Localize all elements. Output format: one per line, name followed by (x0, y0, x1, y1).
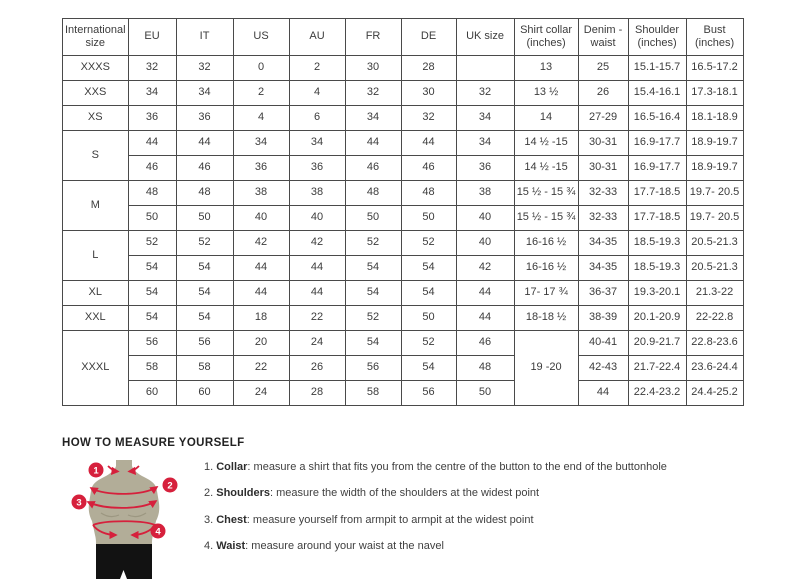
table-cell: 56 (345, 356, 401, 381)
table-cell: 13 ½ (514, 81, 578, 106)
column-header: Shirt collar (inches) (514, 19, 578, 56)
table-cell: 22-22.8 (686, 306, 743, 331)
table-cell: 34 (345, 106, 401, 131)
table-cell: 36 (289, 156, 345, 181)
table-cell: 20 (233, 331, 289, 356)
table-cell: 15.4-16.1 (628, 81, 686, 106)
table-cell: 18.1-18.9 (686, 106, 743, 131)
table-cell: 26 (578, 81, 628, 106)
table-row (63, 306, 744, 331)
table-cell: 22.4-23.2 (628, 381, 686, 406)
column-header: DE (401, 19, 456, 56)
table-cell: 32 (401, 106, 456, 131)
table-cell: 60 (128, 381, 176, 406)
table-cell: 36 (233, 156, 289, 181)
size-label-cell: M (63, 181, 129, 231)
table-cell: 21.3-22 (686, 281, 743, 306)
table-cell: 54 (176, 256, 233, 281)
table-cell: 17.7-18.5 (628, 206, 686, 231)
table-cell: 30 (401, 81, 456, 106)
table-cell: 22 (233, 356, 289, 381)
table-cell: 2 (289, 56, 345, 81)
badge-3 (72, 495, 87, 510)
table-cell: 21.7-22.4 (628, 356, 686, 381)
table-cell: 32-33 (578, 181, 628, 206)
table-cell: 18 (233, 306, 289, 331)
table-cell: 26 (289, 356, 345, 381)
table-row (63, 131, 744, 156)
size-label-cell: XXS (63, 81, 129, 106)
size-chart-table (62, 18, 744, 406)
table-row (63, 281, 744, 306)
table-cell: 40 (456, 231, 514, 256)
table-row (63, 256, 744, 281)
measure-instruction: 4. Waist: measure around your waist at the navel (204, 539, 444, 552)
table-cell: 28 (289, 381, 345, 406)
table-cell: 50 (345, 206, 401, 231)
table-cell: 20.1-20.9 (628, 306, 686, 331)
table-cell: 32 (456, 81, 514, 106)
size-label-cell: XXXL (63, 331, 129, 406)
table-cell: 54 (176, 306, 233, 331)
table-cell: 54 (401, 281, 456, 306)
table-cell: 52 (128, 231, 176, 256)
table-cell: 60 (176, 381, 233, 406)
measure-instruction: 1. Collar: measure a shirt that fits you from the centre of the button to the end of the buttonhole (204, 461, 667, 473)
column-header: IT (176, 19, 233, 56)
table-cell: 28 (401, 56, 456, 81)
table-cell: 52 (401, 231, 456, 256)
table-row (63, 356, 744, 381)
table-cell: 54 (345, 281, 401, 306)
table-cell: 0 (233, 56, 289, 81)
table-cell: 44 (456, 306, 514, 331)
table-cell: 46 (345, 156, 401, 181)
table-cell: 4 (289, 81, 345, 106)
mannequin-illustration-icon (58, 457, 190, 579)
size-label-cell: XS (63, 106, 129, 131)
table-cell: 34 (233, 131, 289, 156)
table-cell: 20.5-21.3 (686, 256, 743, 281)
table-cell: 46 (176, 156, 233, 181)
mannequin-figure (58, 457, 190, 584)
table-cell: 48 (128, 181, 176, 206)
table-cell: 54 (401, 256, 456, 281)
table-cell: 48 (456, 356, 514, 381)
table-cell: 54 (176, 281, 233, 306)
table-cell: 34 (176, 81, 233, 106)
table-cell: 34 (456, 106, 514, 131)
table-cell: 16-16 ½ (514, 256, 578, 281)
table-cell: 52 (176, 231, 233, 256)
svg-text:1: 1 (93, 465, 99, 477)
table-cell: 16.9-17.7 (628, 131, 686, 156)
table-cell: 18-18 ½ (514, 306, 578, 331)
table-cell: 24 (233, 381, 289, 406)
table-cell: 52 (345, 231, 401, 256)
table-cell: 13 (514, 56, 578, 81)
table-cell: 58 (176, 356, 233, 381)
table-cell: 52 (345, 306, 401, 331)
header-row (63, 19, 744, 56)
table-cell: 19 -20 (514, 331, 578, 406)
table-cell: 36 (456, 156, 514, 181)
table-cell: 54 (128, 306, 176, 331)
table-cell: 30-31 (578, 131, 628, 156)
table-cell: 44 (578, 381, 628, 406)
table-cell: 42 (456, 256, 514, 281)
table-cell: 18.9-19.7 (686, 156, 743, 181)
table-cell: 22 (289, 306, 345, 331)
table-cell (456, 56, 514, 81)
table-cell: 50 (176, 206, 233, 231)
table-cell: 48 (401, 181, 456, 206)
size-label-cell: L (63, 231, 129, 281)
table-cell: 19.7- 20.5 (686, 181, 743, 206)
table-row (63, 106, 744, 131)
table-cell: 34 (128, 81, 176, 106)
table-cell: 32 (345, 81, 401, 106)
table-cell: 14 ½ -15 (514, 156, 578, 181)
table-cell: 38 (456, 181, 514, 206)
table-cell: 36-37 (578, 281, 628, 306)
table-cell: 18.5-19.3 (628, 231, 686, 256)
table-cell: 58 (345, 381, 401, 406)
measure-heading: HOW TO MEASURE YOURSELF (62, 437, 245, 449)
table-cell: 44 (233, 281, 289, 306)
table-row (63, 156, 744, 181)
table-cell: 34 (456, 131, 514, 156)
table-cell: 23.6-24.4 (686, 356, 743, 381)
table-cell: 15 ½ - 15 ¾ (514, 181, 578, 206)
table-cell: 17.3-18.1 (686, 81, 743, 106)
table-cell: 54 (401, 356, 456, 381)
measure-section (62, 437, 787, 584)
table-cell: 30-31 (578, 156, 628, 181)
table-cell: 16.9-17.7 (628, 156, 686, 181)
size-label-cell: XXXS (63, 56, 129, 81)
column-header: UK size (456, 19, 514, 56)
table-cell: 16.5-17.2 (686, 56, 743, 81)
table-cell: 24 (289, 331, 345, 356)
table-cell: 44 (289, 256, 345, 281)
badge-4 (151, 524, 166, 539)
table-cell: 16.5-16.4 (628, 106, 686, 131)
table-cell: 34 (289, 131, 345, 156)
table-cell: 52 (401, 331, 456, 356)
svg-text:2: 2 (167, 480, 173, 492)
table-cell: 38 (233, 181, 289, 206)
table-cell: 30 (345, 56, 401, 81)
table-cell: 38-39 (578, 306, 628, 331)
badge-2 (163, 478, 178, 493)
table-cell: 44 (456, 281, 514, 306)
table-cell: 18.5-19.3 (628, 256, 686, 281)
measure-instruction: 3. Chest: measure yourself from armpit to armpit at the widest point (204, 513, 534, 526)
table-cell: 32 (128, 56, 176, 81)
table-cell: 32 (176, 56, 233, 81)
table-cell: 18.9-19.7 (686, 131, 743, 156)
table-cell: 27-29 (578, 106, 628, 131)
measure-instruction: 2. Shoulders: measure the width of the shoulders at the widest point (204, 487, 540, 500)
table-cell: 36 (176, 106, 233, 131)
table-cell: 54 (128, 281, 176, 306)
measure-instructions (190, 461, 667, 566)
table-cell: 19.7- 20.5 (686, 206, 743, 231)
column-header: US (233, 19, 289, 56)
table-cell: 34-35 (578, 256, 628, 281)
table-cell: 40 (456, 206, 514, 231)
column-header: AU (289, 19, 345, 56)
table-row (63, 181, 744, 206)
table-cell: 56 (401, 381, 456, 406)
table-cell: 56 (128, 331, 176, 356)
table-row (63, 231, 744, 256)
table-row (63, 206, 744, 231)
mannequin-shorts (96, 544, 152, 579)
table-row (63, 381, 744, 406)
table-cell: 15.1-15.7 (628, 56, 686, 81)
table-cell: 48 (176, 181, 233, 206)
column-header: Denim - waist (578, 19, 628, 56)
size-label-cell: S (63, 131, 129, 181)
table-cell: 40 (289, 206, 345, 231)
table-cell: 42 (289, 231, 345, 256)
table-cell: 15 ½ - 15 ¾ (514, 206, 578, 231)
table-cell: 24.4-25.2 (686, 381, 743, 406)
table-cell: 44 (401, 131, 456, 156)
column-header: International size (63, 19, 129, 56)
table-cell: 17- 17 ¾ (514, 281, 578, 306)
table-cell: 4 (233, 106, 289, 131)
table-row (63, 331, 744, 356)
table-cell: 38 (289, 181, 345, 206)
table-cell: 34-35 (578, 231, 628, 256)
table-cell: 20.5-21.3 (686, 231, 743, 256)
table-cell: 20.9-21.7 (628, 331, 686, 356)
table-cell: 50 (401, 306, 456, 331)
table-cell: 58 (128, 356, 176, 381)
table-cell: 40 (233, 206, 289, 231)
size-label-cell: XXL (63, 306, 129, 331)
table-cell: 16-16 ½ (514, 231, 578, 256)
table-cell: 46 (456, 331, 514, 356)
table-cell: 44 (289, 281, 345, 306)
table-row (63, 81, 744, 106)
table-cell: 2 (233, 81, 289, 106)
table-row (63, 56, 744, 81)
table-cell: 44 (233, 256, 289, 281)
table-cell: 36 (128, 106, 176, 131)
table-cell: 6 (289, 106, 345, 131)
table-cell: 48 (345, 181, 401, 206)
badge-1 (89, 463, 104, 478)
column-header: Shoulder (inches) (628, 19, 686, 56)
table-cell: 54 (128, 256, 176, 281)
svg-text:3: 3 (76, 497, 82, 509)
table-cell: 50 (401, 206, 456, 231)
table-cell: 46 (128, 156, 176, 181)
table-cell: 14 (514, 106, 578, 131)
table-cell: 56 (176, 331, 233, 356)
table-cell: 44 (345, 131, 401, 156)
table-cell: 42-43 (578, 356, 628, 381)
table-cell: 54 (345, 256, 401, 281)
table-cell: 14 ½ -15 (514, 131, 578, 156)
table-cell: 44 (176, 131, 233, 156)
column-header: Bust (inches) (686, 19, 743, 56)
table-cell: 25 (578, 56, 628, 81)
table-cell: 50 (128, 206, 176, 231)
table-cell: 54 (345, 331, 401, 356)
table-cell: 42 (233, 231, 289, 256)
table-cell: 44 (128, 131, 176, 156)
table-cell: 40-41 (578, 331, 628, 356)
table-cell: 17.7-18.5 (628, 181, 686, 206)
column-header: EU (128, 19, 176, 56)
size-label-cell: XL (63, 281, 129, 306)
column-header: FR (345, 19, 401, 56)
table-cell: 50 (456, 381, 514, 406)
table-cell: 32-33 (578, 206, 628, 231)
table-cell: 22.8-23.6 (686, 331, 743, 356)
table-cell: 19.3-20.1 (628, 281, 686, 306)
table-cell: 46 (401, 156, 456, 181)
svg-text:4: 4 (155, 526, 161, 538)
